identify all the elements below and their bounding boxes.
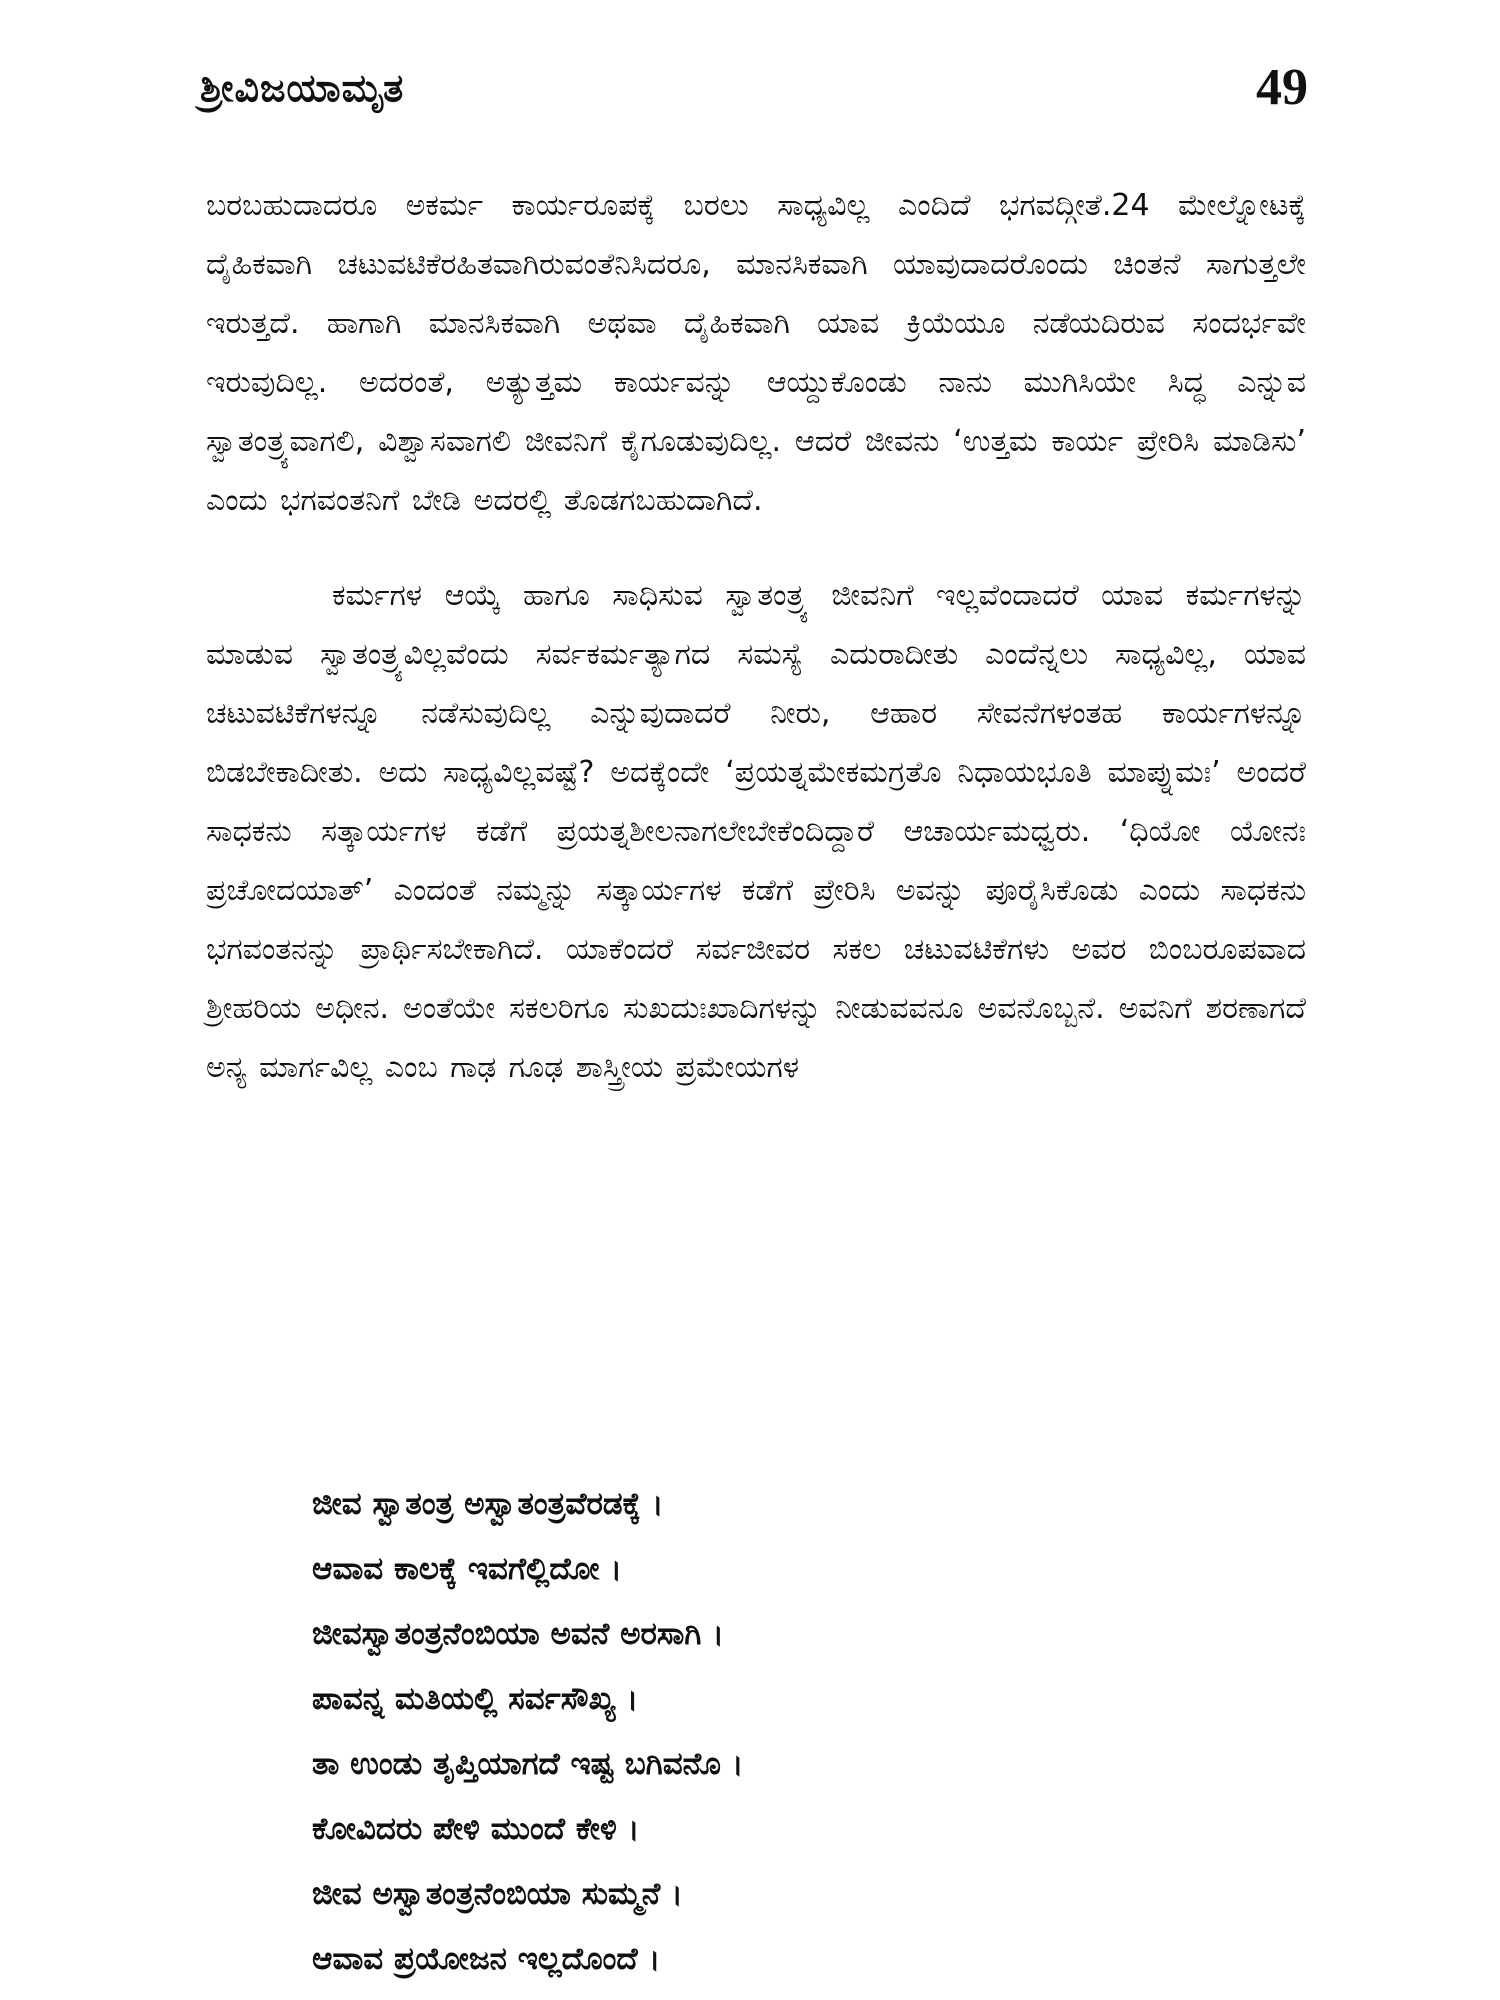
verse-line: ಜೀವ ಸ್ವಾತಂತ್ರ ಅಸ್ವಾತಂತ್ರವೆರಡಕ್ಕೆ । <box>312 1486 664 1522</box>
paragraph-1: ಬರಬಹುದಾದರೂ ಅಕರ್ಮ ಕಾರ್ಯರೂಪಕ್ಕೆ ಬರಲು ಸಾಧ್ಯವಿಲ್ಲ ಎಂದಿದೆ ಭಗವದ್ಗೀತೆ.24 ಮೇಲ್ನೋಟಕ್ಕೆ ದೈಹಿಕವಾಗಿ ಚಟುವಟಿಕೆರಹಿತವಾಗಿರುವಂತೆನಿಸಿದರೂ, ಮಾನಸಿಕವಾಗಿ ಯಾವುದಾದರೊಂದು ಚಿಂತನೆ ಸಾಗುತ್ತಲೇ ಇರುತ್ತದೆ. ಹಾಗಾಗಿ ಮಾನಸಿಕವಾಗಿ ಅಥವಾ ದೈಹಿಕವಾಗಿ ಯಾವ ಕ್ರಿಯೆಯೂ ನಡೆಯದಿರುವ ಸಂದರ್ಭವೇ ಇರುವುದಿಲ್ಲ. ಅದರಂತೆ, ಅತ್ಯುತ್ತಮ ಕಾರ್ಯವನ್ನು ಆಯ್ದುಕೊಂಡು ನಾನು ಮುಗಿಸಿಯೇ ಸಿದ್ಧ ಎನ್ನುವ ಸ್ವಾತಂತ್ರ್ಯವಾಗಲಿ, ವಿಶ್ವಾಸವಾಗಲಿ ಜೀವನಿಗೆ ಕೈಗೂಡುವುದಿಲ್ಲ. ಆದರೆ ಜೀವನು ‘ಉತ್ತಮ ಕಾರ್ಯ ಪ್ರೇರಿಸಿ ಮಾಡಿಸು’ ಎಂದು ಭಗವಂತನಿಗೆ ಬೇಡಿ ಅದರಲ್ಲಿ ತೊಡಗಬಹುದಾಗಿದೆ. <box>206 188 1306 518</box>
verse-line: ಪಾವನ್ನ ಮತಿಯಲ್ಲಿ ಸರ್ವಸೌಖ್ಯ । <box>312 1681 639 1717</box>
running-title: ಶ್ರೀವಿಜಯಾಮೃತ <box>200 66 405 110</box>
page-header <box>200 58 1308 138</box>
verse-line: ಕೋವಿದರು ಪೇಳಿ ಮುಂದೆ ಕೇಳಿ । <box>312 1811 640 1847</box>
verse-line: ಆವಾವ ಪ್ರಯೋಜನ ಇಲ್ಲದೊಂದೆ । <box>312 1941 661 1977</box>
verse-line: ಆವಾವ ಕಾಲಕ್ಕೆ ಇವಗೆಲ್ಲಿದೋ । <box>312 1551 622 1587</box>
verse-line: ಜೀವಸ್ವಾತಂತ್ರನೆಂಬಿಯಾ ಅವನೆ ಅರಸಾಗಿ । <box>312 1616 724 1652</box>
verse-line: ತಾ ಉಂಡು ತೃಪ್ತಿಯಾಗದೆ ಇಷ್ಟ ಬಗಿವನೊ । <box>312 1746 744 1782</box>
verse-line: ಜೀವ ಅಸ್ವಾತಂತ್ರನೆಂಬಿಯಾ ಸುಮ್ಮನೆ । <box>312 1876 683 1912</box>
body-text <box>206 176 1306 1097</box>
paragraph-2: ಕರ್ಮಗಳ ಆಯ್ಕೆ ಹಾಗೂ ಸಾಧಿಸುವ ಸ್ವಾತಂತ್ರ್ಯ ಜೀವನಿಗೆ ಇಲ್ಲವೆಂದಾದರೆ ಯಾವ ಕರ್ಮಗಳನ್ನು ಮಾಡುವ ಸ್ವಾತಂತ್ರ್ಯವಿಲ್ಲವೆಂದು ಸರ್ವಕರ್ಮತ್ಯಾಗದ ಸಮಸ್ಯೆ ಎದುರಾದೀತು ಎಂದೆನ್ನಲು ಸಾಧ್ಯವಿಲ್ಲ, ಯಾವ ಚಟುವಟಿಕೆಗಳನ್ನೂ ನಡೆಸುವುದಿಲ್ಲ ಎನ್ನುವುದಾದರೆ ನೀರು, ಆಹಾರ ಸೇವನೆಗಳಂತಹ ಕಾರ್ಯಗಳನ್ನೂ ಬಿಡಬೇಕಾದೀತು. ಅದು ಸಾಧ್ಯವಿಲ್ಲವಷ್ಟೆ? ಅದಕ್ಕೆಂದೇ ‘ಪ್ರಯತ್ನಮೇಕಮಗ್ರತೊ ನಿಧಾಯಭೂತಿ ಮಾಪ್ನುಮಃ’ ಅಂದರೆ ಸಾಧಕನು ಸತ್ಕಾರ್ಯಗಳ ಕಡೆಗೆ ಪ್ರಯತ್ನಶೀಲನಾಗಲೇಬೇಕೆಂದಿದ್ದಾರೆ ಆಚಾರ್ಯಮಧ್ವರು. ‘ಧಿಯೋ ಯೋನಃ ಪ್ರಚೋದಯಾತ್’ ಎಂದಂತೆ ನಮ್ಮನ್ನು ಸತ್ಕಾರ್ಯಗಳ ಕಡೆಗೆ ಪ್ರೇರಿಸಿ ಅವನ್ನು ಪೂರೈಸಿಕೊಡು ಎಂದು ಸಾಧಕನು ಭಗವಂತನನ್ನು ಪ್ರಾರ್ಥಿಸಬೇಕಾಗಿದೆ. ಯಾಕೆಂದರೆ ಸರ್ವಜೀವರ ಸಕಲ ಚಟುವಟಿಕೆಗಳು ಅವರ ಬಿಂಬರೂಪವಾದ ಶ್ರೀಹರಿಯ ಅಧೀನ. ಅಂತೆಯೇ ಸಕಲರಿಗೂ ಸುಖದುಃಖಾದಿಗಳನ್ನು ನೀಡುವವನೂ ಅವನೊಬ್ಬನೆ. ಅವನಿಗೆ ಶರಣಾಗದೆ ಅನ್ಯ ಮಾರ್ಗವಿಲ್ಲ ಎಂಬ ಗಾಢ ಗೂಢ ಶಾಸ್ತ್ರೀಯ ಪ್ರಮೇಯಗಳ <box>206 578 1306 1085</box>
verse-block <box>312 1472 743 1992</box>
page-number: 49 <box>1256 59 1308 116</box>
